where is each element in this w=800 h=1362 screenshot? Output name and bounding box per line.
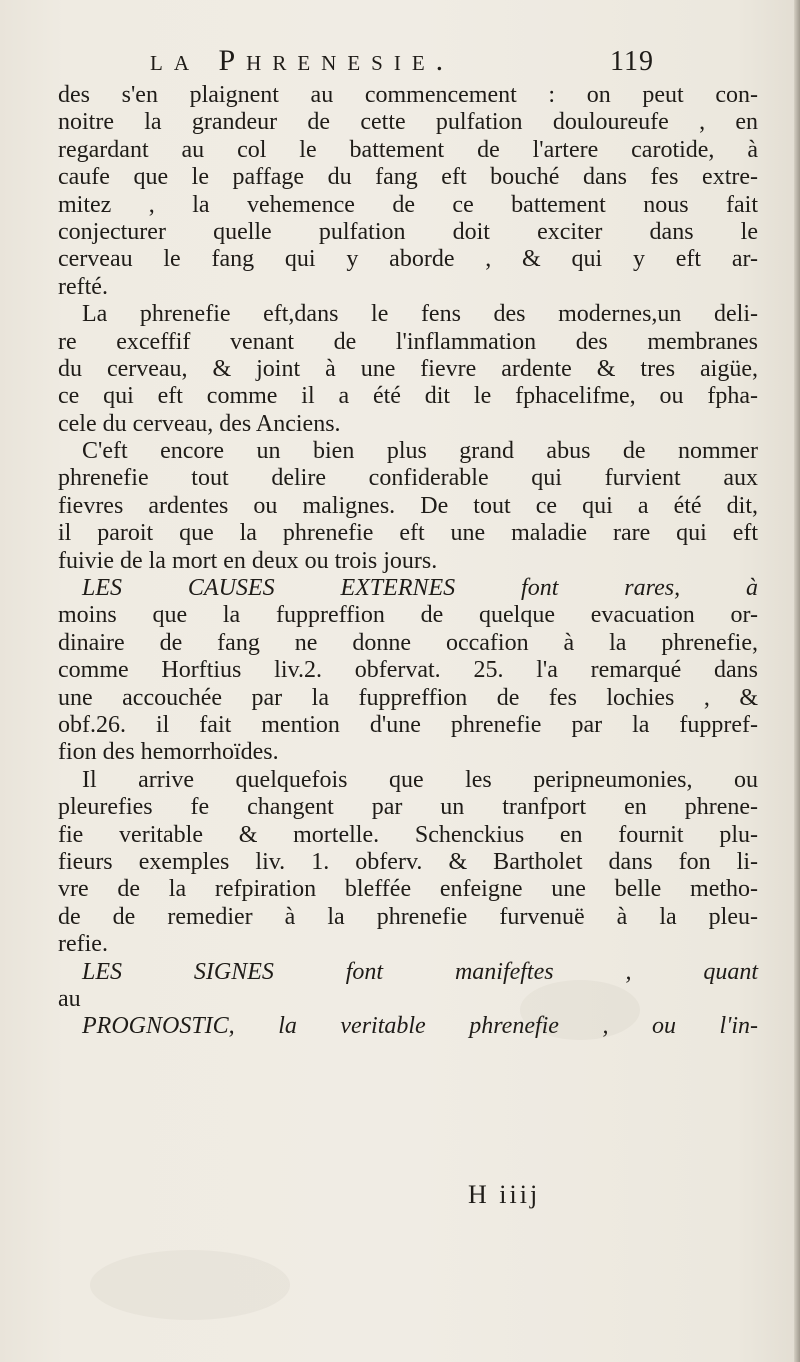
text-line: obf.26. il fait mention d'une phrenefie par la fuppref- [58, 711, 758, 738]
section-heading-line: LES CAUSES EXTERNES font rares, à [82, 575, 758, 602]
text-line: ce qui eft comme il a été dit le fphacelifme, ou fpha- [58, 383, 758, 410]
text-line: de de remedier à la phrenefie furvenuë à la pleu- [58, 903, 758, 930]
text-line: Il arrive quelquefois que les peripneumonies, ou [82, 766, 758, 793]
text-line: moins que la fuppreffion de quelque evacuation or- [58, 602, 758, 629]
text-line: fion des hemorrhoïdes. [58, 739, 279, 766]
text-line: La phrenefie eft,dans le fens des modernes,un deli- [82, 301, 758, 328]
page-edge [794, 0, 800, 1362]
section-heading-line: PROGNOSTIC, la veritable phrenefie , ou l'in- [82, 1013, 758, 1040]
text-line: une accouchée par la fuppreffion de fes lochies , & [58, 684, 758, 711]
text-line: conjecturer quelle pulfation doit exciter dans le [58, 218, 758, 245]
text-line: au [58, 985, 81, 1012]
text-line: fie veritable & mortelle. Schenckius en fournit plu- [58, 821, 758, 848]
text-line: refie. [58, 931, 108, 958]
text-line: caufe que le paffage du fang eft bouché dans fes extre- [58, 164, 758, 191]
running-title: la Phrenesie. [150, 44, 455, 77]
text-line: du cerveau, & joint à une fievre ardente & tres aigüe, [58, 355, 758, 382]
paper-stain [90, 1250, 290, 1320]
text-line: regardant au col le battement de l'artere carotide, à [58, 136, 758, 163]
text-line: fieurs exemples liv. 1. obferv. & Bartholet dans fon li- [58, 848, 758, 875]
body-text [58, 82, 758, 1041]
text-line: dinaire de fang ne donne occafion à la phrenefie, [58, 629, 758, 656]
page-footer [0, 1180, 800, 1220]
text-line: phrenefie tout delire confiderable qui furvient aux [58, 465, 758, 492]
text-line: mitez , la vehemence de ce battement nous fait [58, 191, 758, 218]
text-line: vre de la refpiration bleffée enfeigne une belle metho- [58, 876, 758, 903]
text-line: pleurefies fe changent par un tranfport en phrene- [58, 794, 758, 821]
text-line: noitre la grandeur de cette pulfation douloureufe , en [58, 109, 758, 136]
text-line: comme Horftius liv.2. obfervat. 25. l'a remarqué dans [58, 657, 758, 684]
text-line: il paroit que la phrenefie eft une maladie rare qui eft [58, 520, 758, 547]
signature-mark: H iiij [468, 1180, 541, 1209]
text-line: cele du cerveau, des Anciens. [58, 410, 341, 437]
page-header [0, 44, 800, 84]
text-line: fuivie de la mort en deux ou trois jours. [58, 547, 438, 574]
text-line: refté. [58, 273, 108, 300]
section-heading-line: LES SIGNES font manifeftes , quant [82, 958, 758, 985]
text-line: C'eft encore un bien plus grand abus de nommer [82, 438, 758, 465]
text-line: re exceffif venant de l'inflammation des membranes [58, 328, 758, 355]
text-line: cerveau le fang qui y aborde , & qui y eft ar- [58, 246, 758, 273]
text-line: des s'en plaignent au commencement : on peut con- [58, 82, 758, 108]
page-number: 119 [610, 46, 654, 77]
text-line: fievres ardentes ou malignes. De tout ce qui a été dit, [58, 492, 758, 519]
